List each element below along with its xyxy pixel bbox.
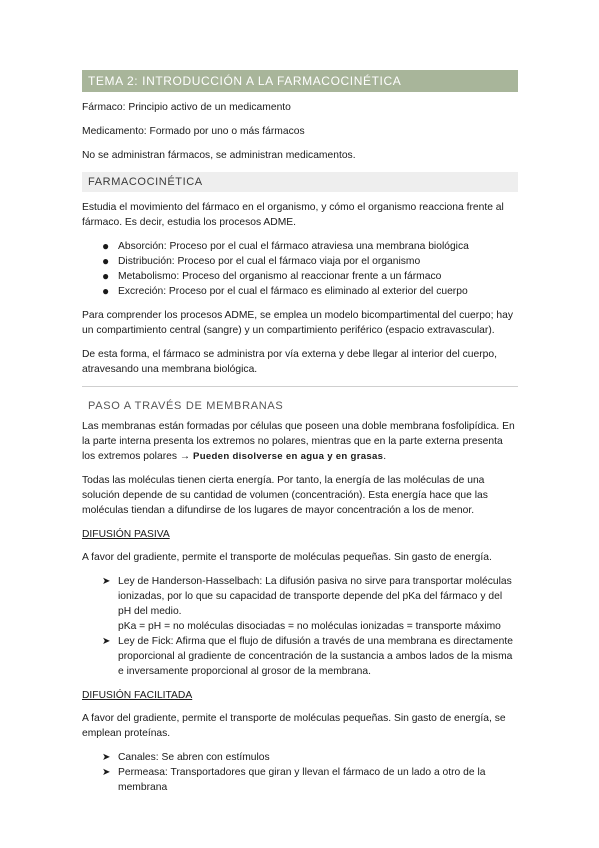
list-item-text: Permeasa: Transportadores que giran y llevan el fármaco de un lado a otro de la membrana	[118, 767, 486, 793]
bullet-icon: ●	[102, 284, 110, 298]
list-item-text: Absorción: Proceso por el cual el fármaco atraviesa una membrana biológica	[118, 241, 469, 252]
list-item	[82, 634, 518, 679]
bullet-icon: ●	[102, 239, 110, 253]
arrow-bullet-icon: ➤	[102, 752, 111, 763]
paragraph: Para comprender los procesos ADME, se emplea un modelo bicompartimental del cuerpo; hay un compartimiento central (sangre) y un compartimiento periférico (espacio extravascular).	[82, 310, 513, 336]
paragraph: A favor del gradiente, permite el transporte de moléculas pequeñas. Sin gasto de energía.	[82, 552, 492, 563]
bullet-icon: ●	[102, 254, 110, 268]
subheading-difusion-facilitada: DIFUSIÓN FACILITADA	[82, 690, 193, 701]
section-heading-farmacocinetica: FARMACOCINÉTICA	[82, 172, 518, 192]
list-item	[82, 750, 518, 765]
pasiva-list	[82, 574, 518, 679]
paragraph-end: .	[383, 451, 387, 462]
list-item-text: Metabolismo: Proceso del organismo al reaccionar frente a un fármaco	[118, 271, 442, 282]
paragraph: Estudia el movimiento del fármaco en el organismo, y cómo el organismo reacciona frente al fármaco. Es decir, estudia los procesos ADME.	[82, 202, 504, 228]
section-divider	[82, 386, 518, 387]
list-item-text: Canales: Se abren con estímulos	[118, 752, 270, 763]
list-item-text: Ley de Fick: Afirma que el flujo de difusión a través de una membrana es directamente proporcional al gradiente de concentración de la sustancia a ambos lados de la misma e inversamente proporcional al grosor de la membrana.	[118, 636, 513, 677]
facilitada-list	[82, 750, 518, 795]
list-item	[82, 254, 518, 269]
paragraph-text: Las membranas están formadas por células que poseen una doble membrana fosfolipídica. En la parte interna presenta los extremos no polares, mientras que en la parte externa presenta los extremos polares →	[82, 421, 515, 462]
arrow-bullet-icon: ➤	[102, 576, 111, 587]
list-item	[82, 239, 518, 254]
document-content	[82, 70, 518, 804]
adme-list	[82, 239, 518, 299]
list-item	[82, 765, 518, 795]
paragraph: De esta forma, el fármaco se administra por vía externa y debe llegar al interior del cuerpo, atravesando una membrana biológica.	[82, 349, 497, 375]
list-item	[82, 269, 518, 284]
intro-line: No se administran fármacos, se administran medicamentos.	[82, 150, 356, 161]
list-item-text: Distribución: Proceso por el cual el fármaco viaja por el organismo	[118, 256, 421, 267]
paragraph: Todas las moléculas tienen cierta energía. Por tanto, la energía de las moléculas de una solución depende de su cantidad de volumen (concentración). Esta energía hace que las moléculas tiendan a difundirse de los lugares de mayor concentración a los de menor.	[82, 475, 488, 516]
arrow-bullet-icon: ➤	[102, 767, 111, 778]
intro-line: Fármaco: Principio activo de un medicamento	[82, 102, 291, 113]
formula-line: pKa = pH = no moléculas disociadas = no moléculas ionizadas = transporte máximo	[118, 621, 501, 632]
bullet-icon: ●	[102, 269, 110, 283]
list-item-text: Excreción: Proceso por el cual el fármaco es eliminado al exterior del cuerpo	[118, 286, 468, 297]
chapter-title: TEMA 2: INTRODUCCIÓN A LA FARMACOCINÉTICA	[82, 70, 518, 92]
paragraph: A favor del gradiente, permite el transporte de moléculas pequeñas. Sin gasto de energía, se emplean proteínas.	[82, 713, 506, 739]
intro-line: Medicamento: Formado por uno o más fármacos	[82, 126, 305, 137]
list-item-text: Ley de Handerson-Hasselbach: La difusión pasiva no sirve para transportar moléculas ionizadas, por lo que su capacidad de transporte depende del pKa del fármaco y del pH del medio.	[118, 576, 512, 617]
emphasis-text: Pueden disolverse en agua y en grasas	[193, 451, 384, 462]
list-item	[82, 284, 518, 299]
arrow-bullet-icon: ➤	[102, 636, 111, 647]
paragraph	[82, 419, 518, 464]
list-item	[82, 574, 518, 634]
subheading-difusion-pasiva: DIFUSIÓN PASIVA	[82, 529, 170, 540]
section-heading-membranas: PASO A TRAVÉS DE MEMBRANAS	[88, 400, 284, 412]
